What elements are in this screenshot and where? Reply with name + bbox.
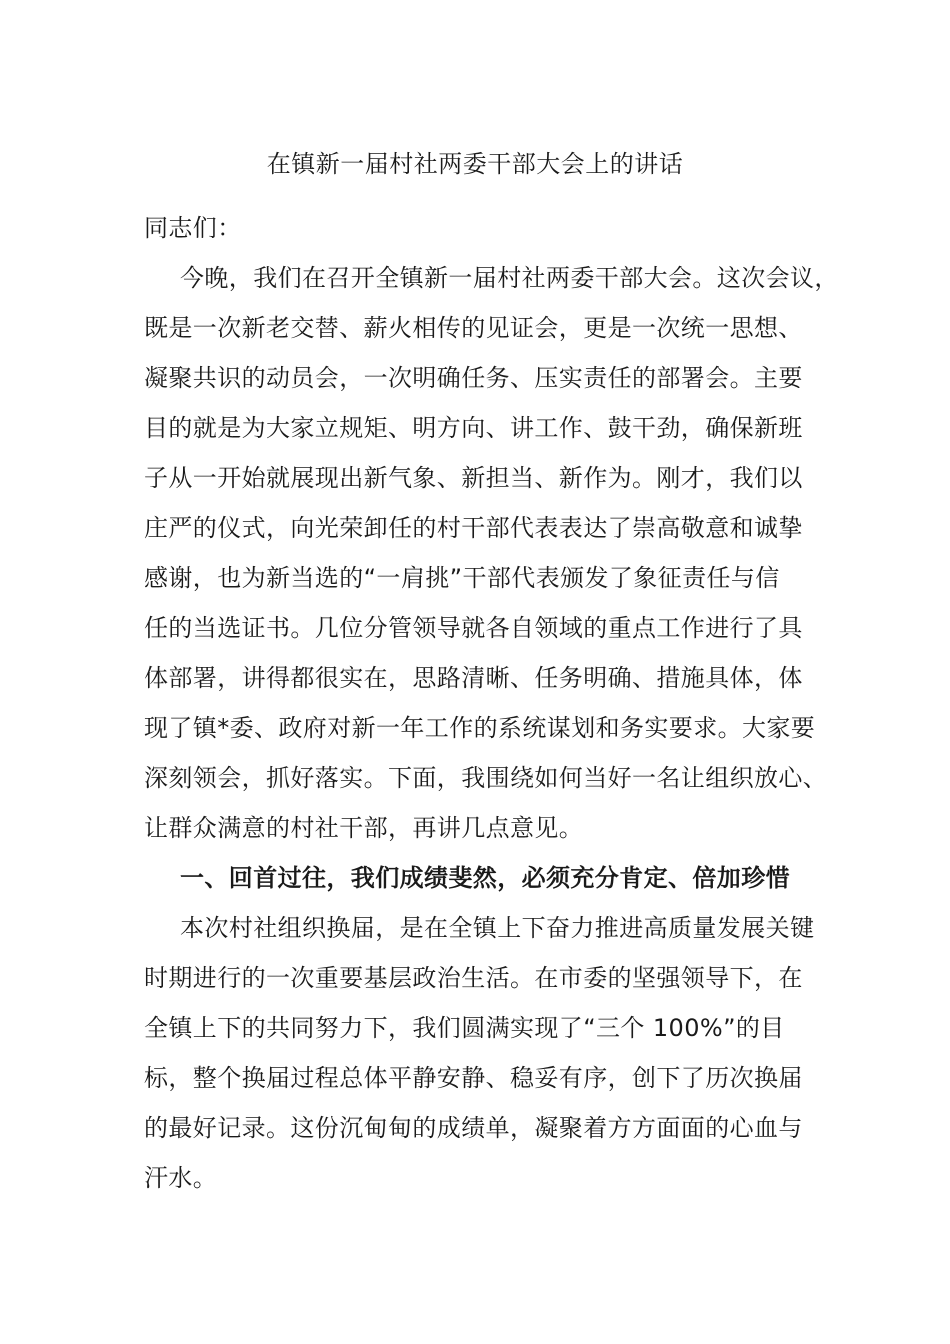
salutation: 同志们： bbox=[144, 214, 242, 242]
paragraph-line: 任的当选证书。几位分管领导就各自领域的重点工作进行了具 bbox=[144, 614, 803, 642]
paragraph-line: 本次村社组织换届，是在全镇上下奋力推进高质量发展关键 bbox=[180, 914, 815, 942]
paragraph-line: 今晚，我们在召开全镇新一届村社两委干部大会。这次会议， bbox=[180, 264, 839, 292]
paragraph-line: 庄严的仪式，向光荣卸任的村干部代表表达了崇高敬意和诚挚 bbox=[144, 514, 803, 542]
section-heading: 一、回首过往，我们成绩斐然，必须充分肯定、倍加珍惜 bbox=[180, 864, 790, 892]
paragraph-line: 汗水。 bbox=[144, 1164, 218, 1192]
paragraph-line: 既是一次新老交替、薪火相传的见证会，更是一次统一思想、 bbox=[144, 314, 803, 342]
paragraph-line: 让群众满意的村社干部，再讲几点意见。 bbox=[144, 814, 584, 842]
paragraph-line: 感谢，也为新当选的“一肩挑”干部代表颁发了象征责任与信 bbox=[144, 564, 780, 592]
paragraph-line: 全镇上下的共同努力下，我们圆满实现了“三个 100%”的目 bbox=[144, 1014, 785, 1042]
paragraph-line: 现了镇*委、政府对新一年工作的系统谋划和务实要求。大家要 bbox=[144, 714, 816, 742]
paragraph-line: 的最好记录。这份沉甸甸的成绩单，凝聚着方方面面的心血与 bbox=[144, 1114, 803, 1142]
paragraph-line: 凝聚共识的动员会，一次明确任务、压实责任的部署会。主要 bbox=[144, 364, 803, 392]
paragraph-line: 时期进行的一次重要基层政治生活。在市委的坚强领导下，在 bbox=[144, 964, 803, 992]
paragraph-line: 标，整个换届过程总体平静安静、稳妥有序，创下了历次换届 bbox=[144, 1064, 803, 1092]
paragraph-line: 子从一开始就展现出新气象、新担当、新作为。刚才，我们以 bbox=[144, 464, 803, 492]
paragraph-line: 体部署，讲得都很实在，思路清晰、任务明确、措施具体，体 bbox=[144, 664, 803, 692]
paragraph-line: 目的就是为大家立规矩、明方向、讲工作、鼓干劲，确保新班 bbox=[144, 414, 803, 442]
document-title: 在镇新一届村社两委干部大会上的讲话 bbox=[266, 150, 684, 178]
paragraph-line: 深刻领会，抓好落实。下面，我围绕如何当好一名让组织放心、 bbox=[144, 764, 828, 792]
